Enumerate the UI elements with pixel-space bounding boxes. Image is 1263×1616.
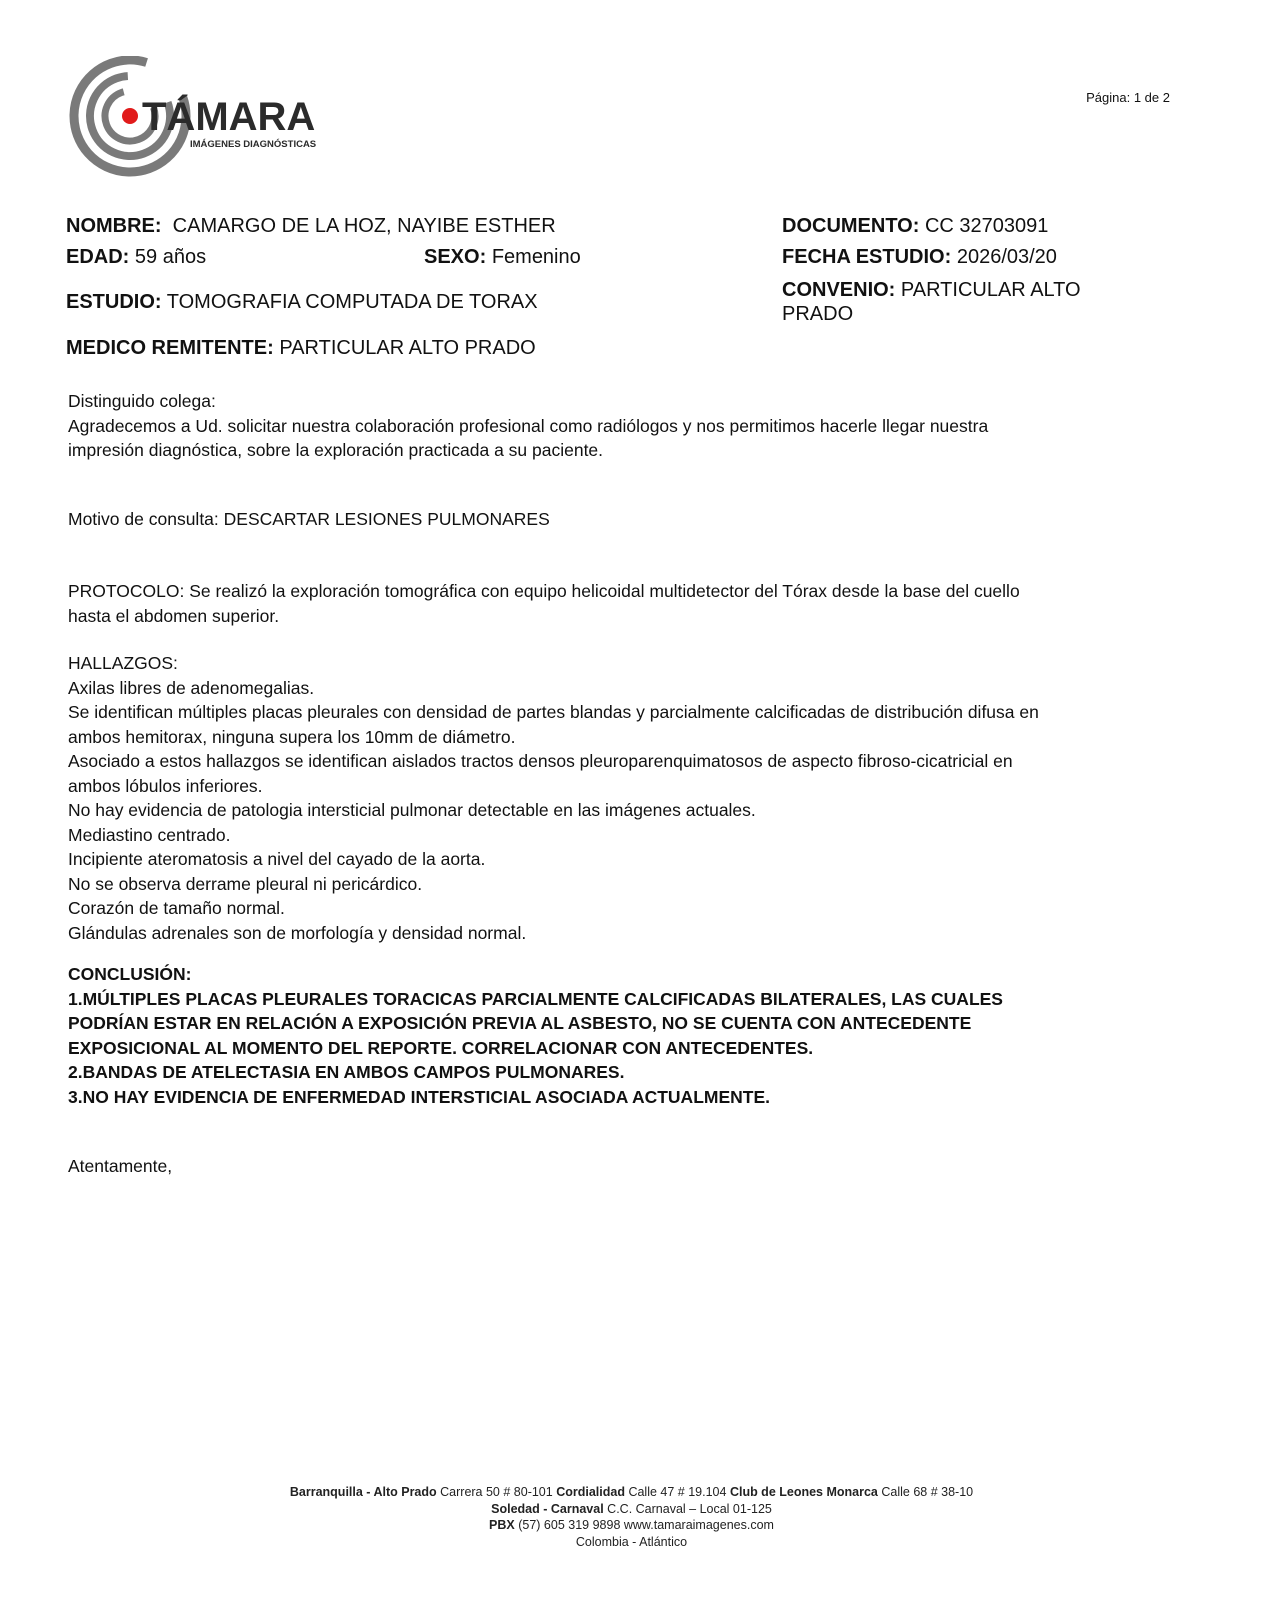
- study-name: TOMOGRAFIA COMPUTADA DE TORAX: [166, 291, 538, 313]
- footer: [0, 1484, 1263, 1550]
- branch-name: Cordialidad: [556, 1485, 625, 1499]
- conclusion-line: PODRÍAN ESTAR EN RELACIÓN A EXPOSICIÓN PREVIA AL ASBESTO, NO SE CUENTA CON ANTECEDENTE: [68, 1013, 972, 1033]
- referring-doctor-row: [66, 336, 536, 360]
- patient-name-row: [66, 214, 556, 238]
- reason-block: [68, 507, 1198, 532]
- finding-line: No hay evidencia de patologia intersticial pulmonar detectable en las imágenes actuales.: [68, 800, 756, 820]
- finding-line: Glándulas adrenales son de morfología y densidad normal.: [68, 922, 527, 943]
- protocol-block: [68, 579, 1198, 628]
- agreement-row: [782, 278, 1142, 326]
- finding-line: Corazón de tamaño normal.: [68, 898, 285, 918]
- closing: Atentamente,: [68, 1156, 173, 1176]
- finding-line: No se observa derrame pleural ni pericárdico.: [68, 873, 423, 894]
- fecha-label: FECHA ESTUDIO:: [782, 246, 952, 268]
- finding-line: ambos lóbulos inferiores.: [68, 775, 263, 796]
- referring-doctor: PARTICULAR ALTO PRADO: [279, 337, 536, 359]
- intro-line: impresión diagnóstica, sobre la exploración practicada a su paciente.: [68, 440, 604, 460]
- study-row: [66, 290, 538, 314]
- finding-line: Axilas libres de adenomegalias.: [68, 677, 315, 698]
- footer-line-pbx: [0, 1517, 1263, 1534]
- consultation-reason: Motivo de consulta: DESCARTAR LESIONES PULMONARES: [68, 509, 550, 529]
- patient-sex: Femenino: [491, 246, 581, 268]
- convenio-label: CONVENIO:: [782, 279, 896, 301]
- study-date-row: [782, 245, 1057, 269]
- patient-name: CAMARGO DE LA HOZ, NAYIBE ESTHER: [172, 215, 556, 237]
- sex-row: [424, 245, 581, 269]
- finding-line: Mediastino centrado.: [68, 824, 231, 845]
- findings-title: HALLAZGOS:: [68, 653, 178, 673]
- protocol-line: hasta el abdomen superior.: [68, 605, 280, 626]
- agreement-value: PARTICULAR ALTO PRADO: [782, 279, 1081, 325]
- nombre-label: NOMBRE:: [66, 215, 162, 237]
- pbx-label: PBX: [489, 1518, 515, 1532]
- branch-address: Calle 47 # 19.104: [628, 1485, 727, 1499]
- finding-line: Se identifican múltiples placas pleurales con densidad de partes blandas y parcialmente calcificadas de distribución difusa en: [68, 702, 1039, 722]
- edad-label: EDAD:: [66, 246, 130, 268]
- branch-address: Calle 68 # 38-10: [881, 1485, 974, 1499]
- greeting-block: [68, 389, 1198, 463]
- conclusion-line: 1.MÚLTIPLES PLACAS PLEURALES TORACICAS PARCIALMENTE CALCIFICADAS BILATERALES, LAS CUALES: [68, 988, 1003, 1009]
- branch-address: C.C. Carnaval – Local 01-125: [607, 1501, 772, 1516]
- footer-line-soledad: [0, 1501, 1263, 1518]
- age-row: [66, 245, 206, 269]
- branch-name: Soledad - Carnaval: [491, 1501, 604, 1516]
- conclusion-title: CONCLUSIÓN:: [68, 964, 192, 984]
- findings-block: [68, 651, 1198, 945]
- logo-brand: TÁMARA: [142, 95, 316, 139]
- logo-tagline: IMÁGENES DIAGNÓSTICAS: [190, 139, 317, 150]
- branch-name: Barranquilla - Alto Prado: [289, 1485, 437, 1499]
- footer-country: Colombia - Atlántico: [575, 1534, 688, 1549]
- conclusion-line: 2.BANDAS DE ATELECTASIA EN AMBOS CAMPOS PULMONARES.: [68, 1062, 625, 1082]
- document-row: [782, 214, 1048, 238]
- documento-label: DOCUMENTO:: [782, 215, 920, 237]
- conclusion-block: [68, 962, 1198, 1109]
- study-date: 2026/03/20: [956, 246, 1057, 268]
- patient-age: 59 años: [134, 246, 207, 268]
- company-logo: [68, 56, 368, 181]
- conclusion-line: EXPOSICIONAL AL MOMENTO DEL REPORTE. CORRELACIONAR CON ANTECEDENTES.: [68, 1037, 814, 1058]
- conclusion-line: 3.NO HAY EVIDENCIA DE ENFERMEDAD INTERSTICIAL ASOCIADA ACTUALMENTE.: [68, 1086, 770, 1107]
- page-indicator: Página: 1 de 2: [1086, 90, 1170, 105]
- sexo-label: SEXO:: [424, 246, 487, 268]
- finding-line: ambos hemitorax, ninguna supera los 10mm de diámetro.: [68, 726, 516, 747]
- pbx-contact: (57) 605 319 9898 www.tamaraimagenes.com: [518, 1518, 774, 1532]
- closing-block: [68, 1154, 1198, 1179]
- protocol-line: PROTOCOLO: Se realizó la exploración tomográfica con equipo helicoidal multidetector del Tórax desde la base del cuello: [68, 581, 1020, 601]
- red-dot-icon: [122, 108, 138, 124]
- estudio-label: ESTUDIO:: [66, 291, 162, 313]
- footer-line-branches: [0, 1484, 1263, 1501]
- finding-line: Asociado a estos hallazgos se identifican aislados tractos densos pleuroparenquimatosos de aspecto fibroso-cicatricial en: [68, 751, 1013, 771]
- document-number: CC 32703091: [924, 215, 1049, 237]
- greeting: Distinguido colega:: [68, 391, 216, 411]
- branch-address: Carrera 50 # 80-101: [440, 1485, 553, 1499]
- medico-label: MEDICO REMITENTE:: [66, 337, 274, 359]
- finding-line: Incipiente ateromatosis a nivel del cayado de la aorta.: [68, 849, 486, 869]
- branch-name: Club de Leones Monarca: [729, 1485, 878, 1499]
- intro-line: Agradecemos a Ud. solicitar nuestra colaboración profesional como radiólogos y nos permitimos hacerle llegar nuestra: [68, 415, 989, 436]
